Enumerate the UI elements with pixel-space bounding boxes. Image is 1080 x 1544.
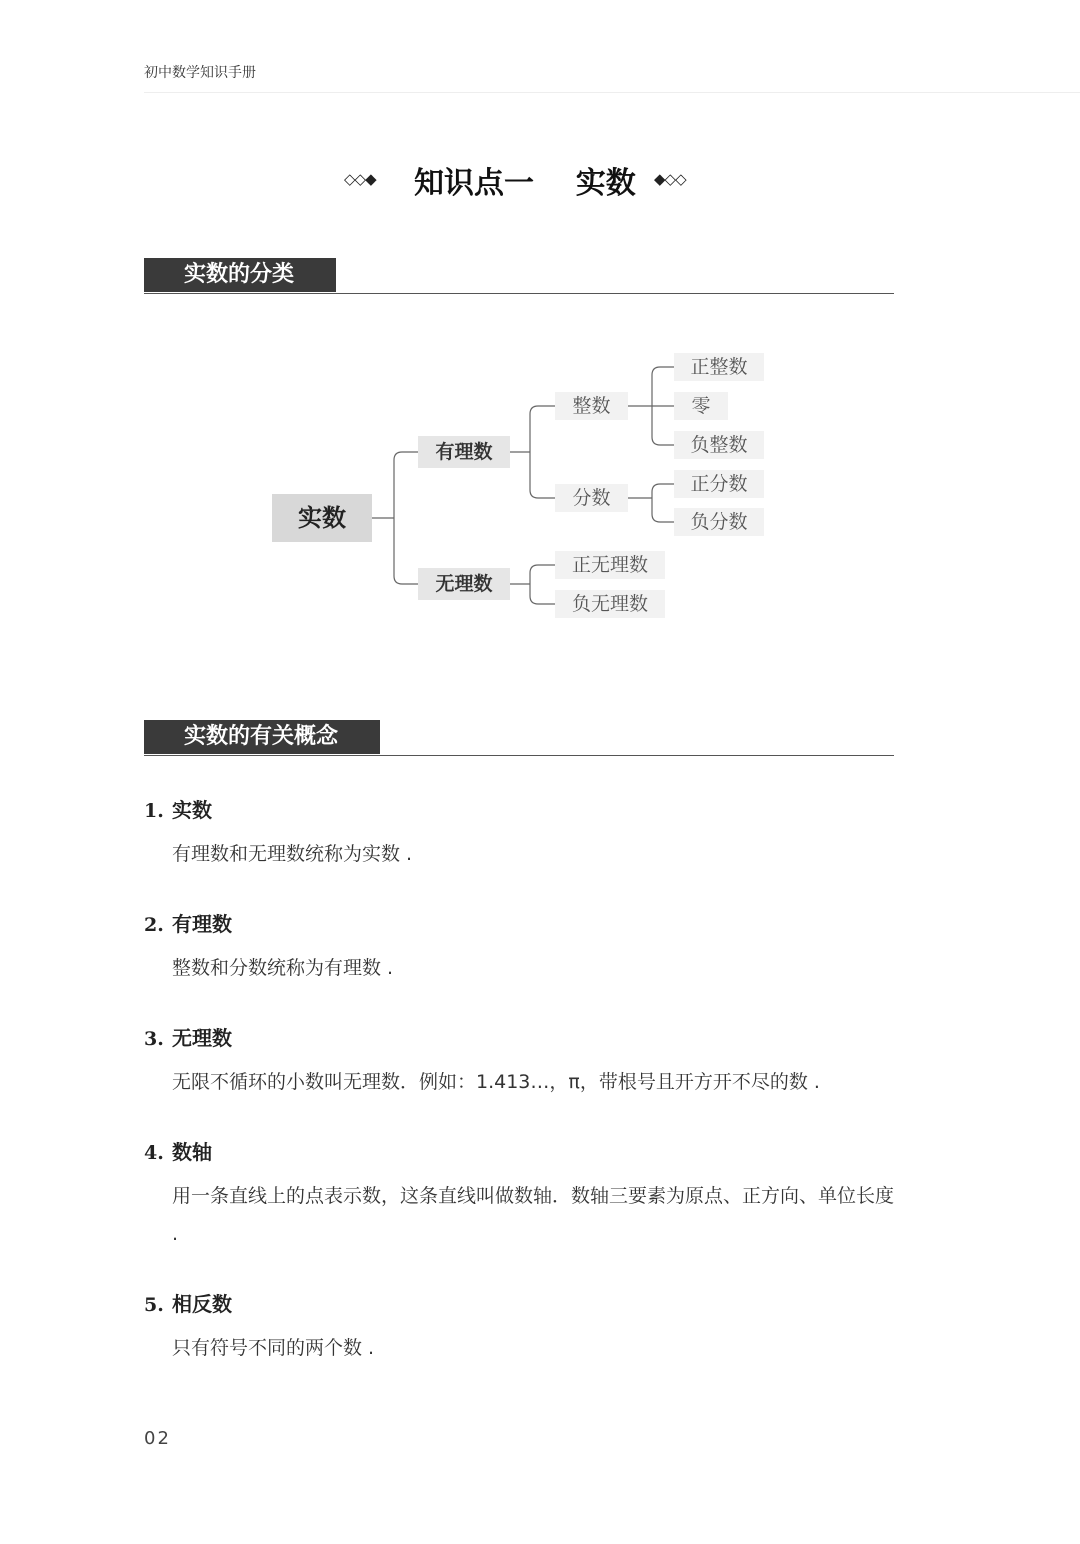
concept-name: 无理数	[172, 1026, 232, 1050]
tree-node-real-number: 实数	[272, 494, 372, 542]
section-rule	[144, 293, 894, 294]
diamond-ornament-right-icon: ◆◇◇	[654, 170, 686, 188]
concept-item	[144, 908, 904, 987]
tree-node-positive-integer: 正整数	[674, 353, 764, 381]
page-number: 02	[144, 1428, 171, 1449]
section-label: 实数的分类	[144, 258, 336, 292]
tree-node-rational: 有理数	[418, 436, 510, 468]
concept-name: 数轴	[172, 1140, 212, 1164]
tree-node-irrational: 无理数	[418, 568, 510, 600]
concept-item	[144, 794, 904, 873]
concept-number: 4.	[144, 1142, 164, 1164]
concept-item	[144, 1288, 904, 1367]
header-divider	[144, 92, 1080, 93]
concept-number: 2.	[144, 914, 164, 936]
diamond-ornament-left-icon: ◇◇◆	[344, 170, 376, 188]
concept-name: 相反数	[172, 1292, 232, 1316]
section-header-concepts	[144, 720, 894, 756]
concept-definition: 有理数和无理数统称为实数 .	[172, 843, 413, 865]
tree-node-negative-integer: 负整数	[674, 431, 764, 459]
concept-name: 有理数	[172, 912, 232, 936]
section-rule	[144, 755, 894, 756]
concept-name: 实数	[172, 798, 212, 822]
section-label: 实数的有关概念	[144, 720, 380, 754]
tree-node-zero: 零	[674, 392, 728, 420]
tree-node-negative-fraction: 负分数	[674, 508, 764, 536]
classification-tree-connectors	[0, 0, 1080, 700]
tree-node-integer: 整数	[555, 392, 628, 420]
concept-item	[144, 1022, 904, 1101]
knowledge-point-title-row	[0, 158, 1080, 204]
concept-item	[144, 1136, 904, 1253]
concept-number: 1.	[144, 800, 164, 822]
knowledge-point-title: 知识点一 实数	[414, 166, 636, 201]
tree-node-positive-fraction: 正分数	[674, 470, 764, 498]
tree-node-negative-irrational: 负无理数	[555, 590, 665, 618]
tree-node-positive-irrational: 正无理数	[555, 551, 665, 579]
concept-definition: 用一条直线上的点表示数，这条直线叫做数轴．数轴三要素为原点、正方向、单位长度 .	[172, 1185, 895, 1245]
book-title: 初中数学知识手册	[144, 65, 256, 81]
section-header-classification	[144, 258, 894, 294]
tree-node-fraction: 分数	[555, 484, 628, 512]
concept-number: 5.	[144, 1294, 164, 1316]
concept-number: 3.	[144, 1028, 164, 1050]
concept-definition: 无限不循环的小数叫无理数．例如：1.413…，π，带根号且开方开不尽的数 .	[172, 1071, 820, 1093]
concept-definition: 整数和分数统称为有理数 .	[172, 957, 394, 979]
concept-definition: 只有符号不同的两个数 .	[172, 1337, 375, 1359]
